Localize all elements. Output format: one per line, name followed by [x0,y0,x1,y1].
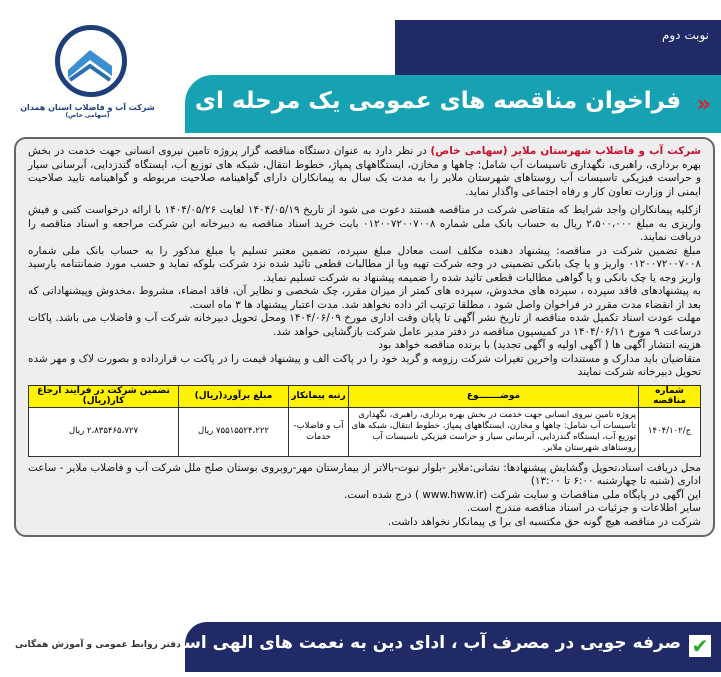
condition: ازکلیه پیمانکاران واجد شرایط که متقاضی شرکت در مناقصه هستند دعوت می شود از تاریخ ۱۴۰۴/۰۵/۱۹ لغایت ۱۴۰۴/۰۵/۲۶ با ارائه درخواست کتبی و فیش واریزی به مبلغ ۲،۵۰۰،۰۰۰ ریال به حساب بانک ملی شماره ۰۱۲۰۰۷۲۰۰۷۰۰۸ بابت خرید اسناد مناقصه به دبیرخانه این شرکت مراجعه و اسناد مناقصه را دریافت نمایند. [28,204,701,243]
table-row [29,407,701,456]
cell: پروژه تامین نیروی انسانی جهت خدمت در بخش بهره برداری، راهبری، نگهداری تاسیسات آب شامل: چاهها و مخازن، ایستگاههای پمپاژ، خطوط انتقال، شبکه های توزیع آب، ایستگاه گندزدایی، آبرسانی سیار و حراست فیزیکی تاسیسات آب روستاهای شهرستان ملایر. [349,407,639,456]
condition: هزینه انتشار آگهی ها ( آگهی اولیه و آگهی تجدید) با برنده مناقصه خواهد بود [378,339,701,351]
page-title: فراخوان مناقصه های عمومی یک مرحله ای [194,88,681,114]
cell: ۷۵۵۱۵۵۲۴،۲۲۲ ریال [179,407,289,456]
col-header: موضـــــــوع [349,385,639,407]
note: محل دریافت اسناد،تحویل وگشایش پیشنهادها: نشانی:ملایر -بلوار نبوت-بالاتر از بیمارستان مهر-روبروی بوستان صلح ملل شرکت آب و فاضلاب ملایر - ساعت اداری (شنبه تا چهارشنبه ۶:۰۰ تا ۱۳:۰۰) [28,461,701,487]
note: سایر اطلاعات و جزئیات در اسناد مناقصه مندرج است. [466,502,701,514]
col-header: شماره مناقصه [639,385,701,407]
tender-table [28,385,701,457]
intro-paragraph: شرکت آب و فاضلاب شهرستان ملایر (سهامی خاص) در نظر دارد به عنوان دستگاه مناقصه گزار پروژه تامین نیروی انسانی جهت خدمت در بخش بهره برداری، راهبری، نگهداری تاسیسات آب شامل: چاهها و مخازن، ایستگاههای پمپاژ، خطوط انتقال، شبکه های توزیع آب، ایستگاه گندزدایی، آبرسانی سیار و حراست فیزیکی تاسیسات آب روستاهای شهرستان ملایر را به مدت یک سال به پیمانکاران دارای گواهینامه صلاحیت مربوطه و گواهینامه تایید صلاحیت ایمنی از وزارت تعاون کار و رفاه اجتماعی واگذار نماید. [28,145,701,198]
condition: مبلغ تضمین شرکت در مناقصه: پیشنهاد دهنده مکلف است معادل مبلغ سپرده، تضمین معتبر تسلیم یا مبلغ مذکور را به حساب بانک ملی شماره ۰۱۲۰۰۷۲۰۰۷۰۰۸ واریز و یا چک بانکی تضمینی در وجه شرکت تهیه ویا از مطالبات قطعی تائید شده نزد شرکت بلوکه نماید و حسب مورد ضمانتنامه یارسید واریز وجه یا چک بانکی و یا گواهی مطالبات قطعی تائید شده را ضمیمه پیشنهاد به شرکت تسلیم نماید. [28,244,701,284]
content-box [14,137,715,537]
col-header: رتبه پیمانکار [289,385,349,407]
conditions [28,204,701,380]
cell: ج/۱۴۰۴/۱۰۲ [639,407,701,456]
checkmark-icon: ✔ [689,635,711,657]
notes [28,462,701,530]
condition: به پیشنهادهای فاقد سپرده ، سپرده های مخدوش، سپرده های کمتر از میزان مقرر، چک شخصی و نظایر آن، فاقد امضاء، مشروط ،مخدوش وپیشنهاداتی که بعد از انقضاء مدت مقرر در فراخوان واصل شود ، مطلقا ترتیب اثر داده نخواهد شد. مدت اعتبار پیشنهاد ها ۳ ماه است. [28,285,701,311]
col-header: تضمین شرکت در فرایند ارجاع کار(ریال) [29,385,179,407]
department-label: دفتر روابط عمومی و آموزش همگانی [15,640,181,650]
note: این آگهی در پایگاه ملی مناقصات و سایت شرکت (www.hww.ir ) درج شده است. [344,488,701,501]
condition: متقاضیان باید مدارک و مستندات واخرین تغیرات شرکت رزومه و گرید خود را در پاکت الف و پیشنهاد قیمت را در پاکت ب قرارداده و بصورت لاک و مهر شده تحویل دبیرخانه شرکت نمایند [28,352,701,378]
chevron-icon: « [696,92,711,117]
note: شرکت در مناقصه هیچ گونه حق مکتسبه ای برا ی پیمانکار نخواهد داشت. [387,515,701,528]
company-logo [55,25,127,97]
col-header: مبلغ برآورد(ریال) [179,385,289,407]
condition: مهلت عودت اسناد تکمیل شده مناقصه از تاریخ نشر آگهی تا پایان وقت اداری مورخ ۱۴۰۴/۰۶/۰۹ ومحل تحویل دبیرخانه شرکت آب و فاضلاب می باشد. پاکات درساعت ۹ مورخ ۱۴۰۴/۰۶/۱۱ در کمیسیون مناقصه در دفتر مدیر عامل شرکت بازگشایی خواهد شد. [28,312,701,338]
round-label: نوبت دوم [661,28,709,42]
logo-caption: شرکت آب و فاضلاب استان همدان (سهامی خاص) [20,103,155,119]
cell: ۲،۸۳۵۴۶۵،۷۲۷ ریال [29,407,179,456]
footer-slogan: صرفه جویی در مصرف آب ، ادای دین به نعمت های الهی است. [159,633,681,653]
cell: آب و فاضلاب-خدمات [289,407,349,456]
